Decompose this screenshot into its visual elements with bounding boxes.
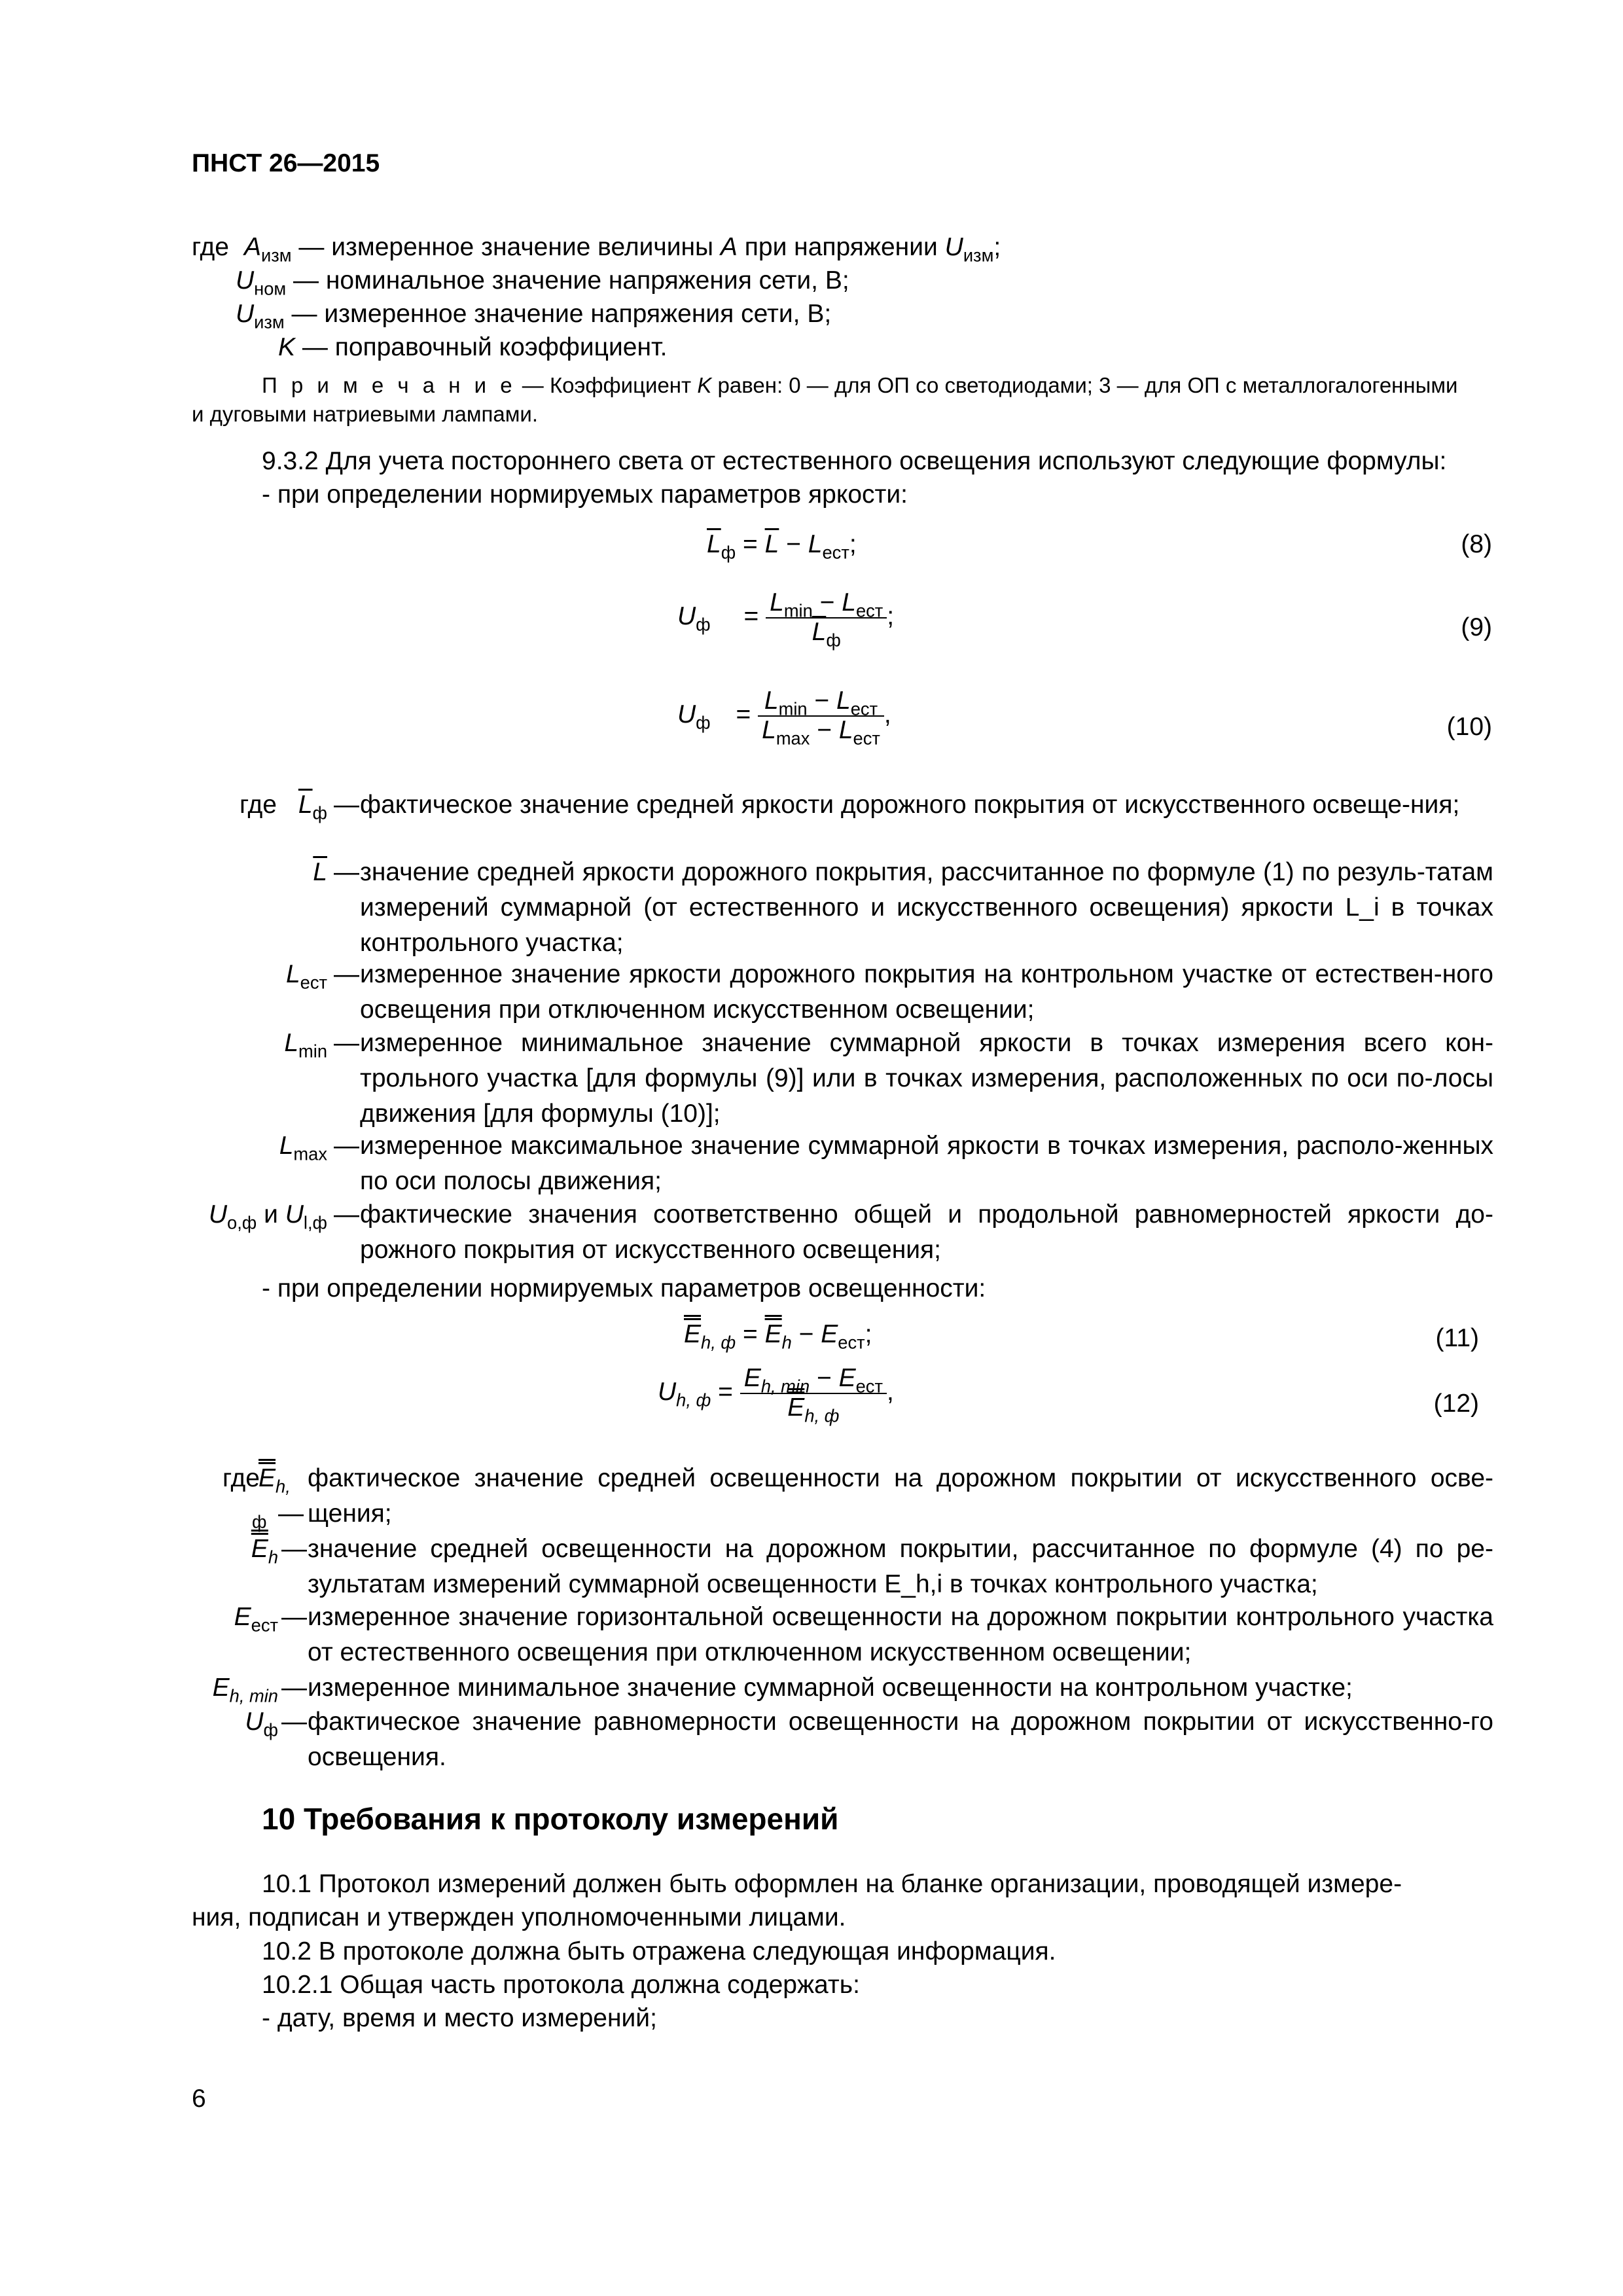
def-eh-f: $E_{h,}$ $_ф$ — фактическое значение средней освещенности на дорожном покрытии от искусственного осве-щения; <box>252 1464 1493 1532</box>
where-word-3: где <box>223 1464 260 1492</box>
def-eh-min: $E_{h, min}$ — измеренное минимальное значение суммарной освещенности на контрольном участке; <box>212 1674 1353 1706</box>
formula-8: $\overline{L}_ф = \overline{L} - L_{ест}$; <box>707 530 857 563</box>
def-l-f: $\overline{L}_ф$ — фактическое значение средней яркости дорожного покрытия от искусственного освеще-ния; <box>298 791 1460 823</box>
formula-11: $E_{h, ф} = E_h - E_{ест}$; <box>684 1320 872 1353</box>
document-id-header: ПНСТ 26—2015 <box>192 149 380 177</box>
sec-932-line-1: 9.3.2 Для учета постороннего света от естественного освещения используют следующие формулы: <box>262 447 1447 475</box>
formula-12: $U_{h, ф}$ = $\frac{E_{h, min} - E_{ест}}{E_{h, ф}}$ , <box>658 1364 894 1426</box>
formula-9: $U_ф$ = $\frac{L_{min} - L_{ест}}{\overline{L}_ф}$ ; <box>677 588 895 651</box>
section-10-1-line-2: ния, подписан и утвержден уполномоченными лицами. <box>192 1903 846 1931</box>
section-10-title: 10 Требования к протоколу измерений <box>262 1802 839 1836</box>
formula-8-number: (8) <box>1461 530 1492 558</box>
def-eh: $E_h$ — значение средней освещенности на дорожном покрытии, рассчитанное по формуле (4) по ре-зультатам измерений суммарной освещенности E_h,i в точках контрольного участка; <box>251 1535 1493 1598</box>
formula-11-number: (11) <box>1435 1324 1479 1352</box>
def-a-izm: $A_{изм}$ — измеренное значение величины A при напряжении $U_{изм}$; <box>244 233 1001 266</box>
def-k: K — поправочный коэффициент. <box>278 333 668 361</box>
section-10-2-1-item: - дату, время и место измерений; <box>262 2004 657 2032</box>
page-number: 6 <box>192 2085 206 2113</box>
note-line-2: и дуговыми натриевыми лампами. <box>192 402 539 426</box>
formula-9-number: (9) <box>1461 613 1492 641</box>
formula-12-number: (12) <box>1433 1390 1479 1418</box>
def-l-avg: $\overline{L}$ — значение средней яркости дорожного покрытия, рассчитанное по формуле (1) по резуль-татам измерений суммарной (от естественного и искусственного освещения) яркости L_i в точках контрольного участка; <box>313 858 1493 957</box>
formula-10: $U_ф$ = $\frac{L_{min} - L_{ест}}{L_{max} - L_{ест}}$ , <box>677 687 891 749</box>
def-l-min: $L_{min}$ — измеренное минимальное значение суммарной яркости в точках измерения всего кон-трольного участка [для формулы (9)] или в точках измерения, расположенных по оси по-лосы движения [для формулы (10)]; <box>284 1029 1493 1128</box>
illuminance-intro: - при определении нормируемых параметров освещенности: <box>262 1274 986 1302</box>
def-u-nom: $U_{ном}$ — номинальное значение напряжения сети, В; <box>236 266 849 299</box>
def-u-f: $U_ф$ — фактическое значение равномерности освещенности на дорожном покрытии от искусственно-го освещения. <box>245 1708 1493 1771</box>
formula-10-number: (10) <box>1446 713 1492 741</box>
sec-932-line-2: - при определении нормируемых параметров яркости: <box>262 480 908 509</box>
def-u-izm: $U_{изм}$ — измеренное значение напряжения сети, В; <box>236 300 832 332</box>
section-10-1-line-1: 10.1 Протокол измерений должен быть оформлен на бланке организации, проводящей измере- <box>262 1870 1402 1898</box>
def-l-max: $L_{max}$ — измеренное максимальное значение суммарной яркости в точках измерения, располо-женных по оси полосы движения; <box>279 1132 1493 1195</box>
note-line-1: П р и м е ч а н и е — Коэффициент K равен: 0 — для ОП со светодиодами; 3 — для ОП с металлогалогенными <box>262 373 1458 397</box>
def-e-est: $E_{ест}$ — измеренное значение горизонтальной освещенности на дорожном покрытии контрольного участка от естественного освещения при отключенном искусственном освещении; <box>234 1603 1493 1666</box>
section-10-2-1: 10.2.1 Общая часть протокола должна содержать: <box>262 1971 860 1999</box>
where-word: где <box>192 233 229 261</box>
def-u-of-ulf: $U_{о,ф}$ и $U_{l,ф}$ — фактические значения соответственно общей и продольной равномерностей яркости до-рожного покрытия от искусственного освещения; <box>208 1200 1493 1264</box>
def-l-est: $L_{ест}$ — измеренное значение яркости дорожного покрытия на контрольном участке от естествен-ного освещения при отключенном искусственном освещении; <box>285 960 1493 1024</box>
where-word-2: где <box>240 791 277 819</box>
section-10-2: 10.2 В протоколе должна быть отражена следующая информация. <box>262 1937 1056 1965</box>
